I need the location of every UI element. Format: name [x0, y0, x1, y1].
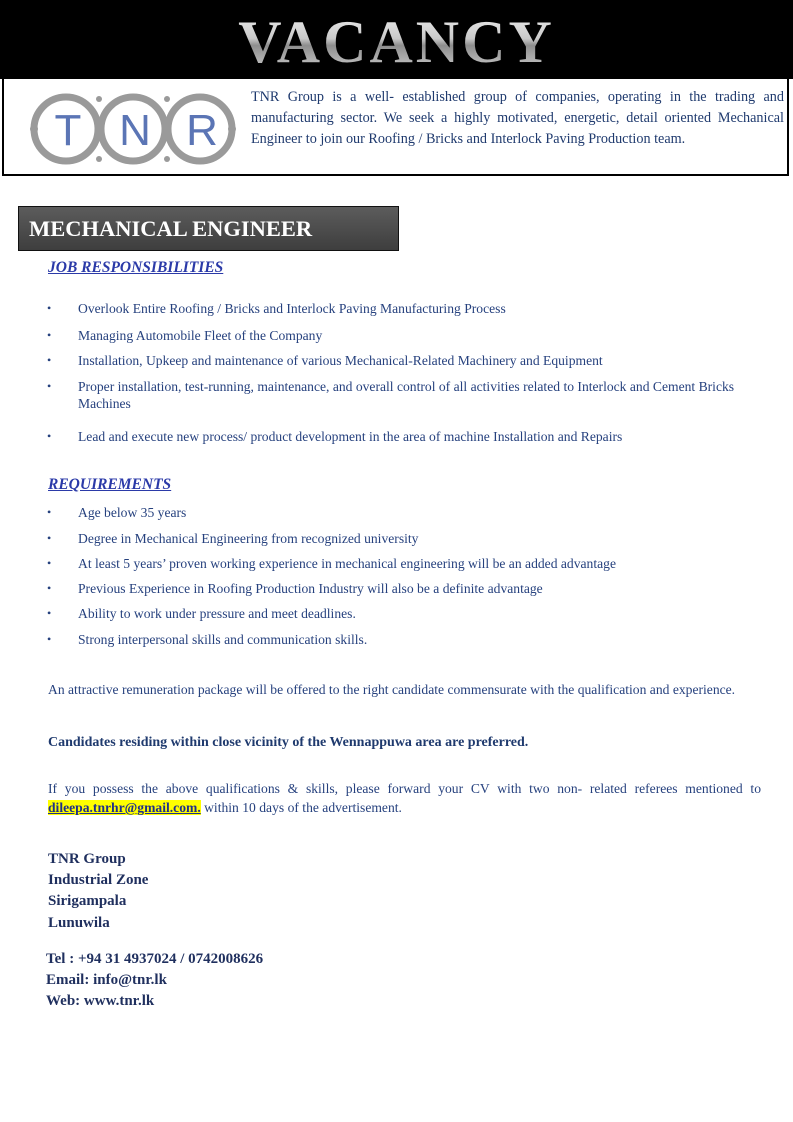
position-title: MECHANICAL ENGINEER — [29, 216, 313, 241]
bullet: • — [47, 505, 52, 519]
requirement-text: Previous Experience in Roofing Production Industry will also be a definite advantage — [78, 581, 543, 596]
apply-text-after: within 10 days of the advertisement. — [200, 800, 402, 815]
contact-email[interactable]: Email: info@tnr.lk — [46, 972, 167, 988]
bullet: • — [47, 301, 52, 315]
apply-instructions — [48, 779, 761, 817]
address-line-city: Lunuwila — [48, 915, 110, 931]
bullet: • — [47, 556, 52, 570]
responsibility-text: Installation, Upkeep and maintenance of various Mechanical-Related Machinery and Equipment — [78, 353, 603, 368]
address-line-zone: Industrial Zone — [48, 872, 149, 888]
bullet: • — [47, 429, 52, 443]
contact-phone: Tel : +94 31 4937024 / 0742008626 — [46, 951, 264, 967]
company-intro-text: TNR Group is a well- established group of companies, operating in the trading and manufacturing sector. We seek a highly motivated, energetic, detail oriented Mechanical Engineer to join our Roofing / Bricks and Interlock Paving Production team. — [251, 89, 784, 147]
tnr-logo — [28, 91, 238, 169]
requirements-heading: REQUIREMENTS — [48, 476, 172, 493]
bullet: • — [47, 328, 52, 342]
bullet: • — [47, 581, 52, 595]
vacancy-banner — [0, 0, 793, 79]
logo-letter-t: T — [54, 106, 82, 155]
responsibility-text: Managing Automobile Fleet of the Company — [78, 328, 323, 343]
bullet: • — [47, 353, 52, 367]
requirement-text: Strong interpersonal skills and communication skills. — [78, 632, 368, 647]
requirement-text: Ability to work under pressure and meet deadlines. — [78, 606, 356, 621]
remuneration-text: An attractive remuneration package will be offered to the right candidate commensurate with the qualification and experience. — [48, 682, 736, 697]
banner-title: VACANCY — [0, 8, 793, 76]
location-preference-text: Candidates residing within close vicinity of the Wennappuwa area are preferred. — [48, 735, 529, 750]
responsibility-text: Lead and execute new process/ product development in the area of machine Installation and Repairs — [78, 429, 623, 444]
bullet: • — [47, 606, 52, 620]
company-intro-box — [2, 78, 789, 176]
bullet: • — [47, 531, 52, 545]
bullet: • — [47, 379, 52, 393]
logo-letter-r: R — [186, 106, 218, 155]
logo-letter-n: N — [119, 106, 151, 155]
contact-web[interactable]: Web: www.tnr.lk — [46, 993, 155, 1009]
requirement-text: Age below 35 years — [78, 505, 187, 520]
requirement-text: At least 5 years’ proven working experience in mechanical engineering will be an added advantage — [78, 556, 616, 571]
address-company: TNR Group — [48, 851, 126, 867]
apply-text-before: If you possess the above qualifications & skills, please forward your CV with two non- related referees mentioned to — [48, 781, 761, 796]
address-line-area: Sirigampala — [48, 893, 127, 909]
requirement-text: Degree in Mechanical Engineering from recognized university — [78, 531, 419, 546]
application-email-link[interactable]: dileepa.tnrhr@gmail.com. — [48, 800, 201, 815]
responsibility-text: Overlook Entire Roofing / Bricks and Interlock Paving Manufacturing Process — [78, 301, 506, 316]
responsibility-text: Proper installation, test-running, maintenance, and overall control of all activities related to Interlock and Cement Bricks Machines — [78, 379, 735, 411]
job-responsibilities-heading: JOB RESPONSIBILITIES — [48, 259, 224, 276]
bullet: • — [47, 632, 52, 646]
position-title-box — [18, 206, 399, 251]
